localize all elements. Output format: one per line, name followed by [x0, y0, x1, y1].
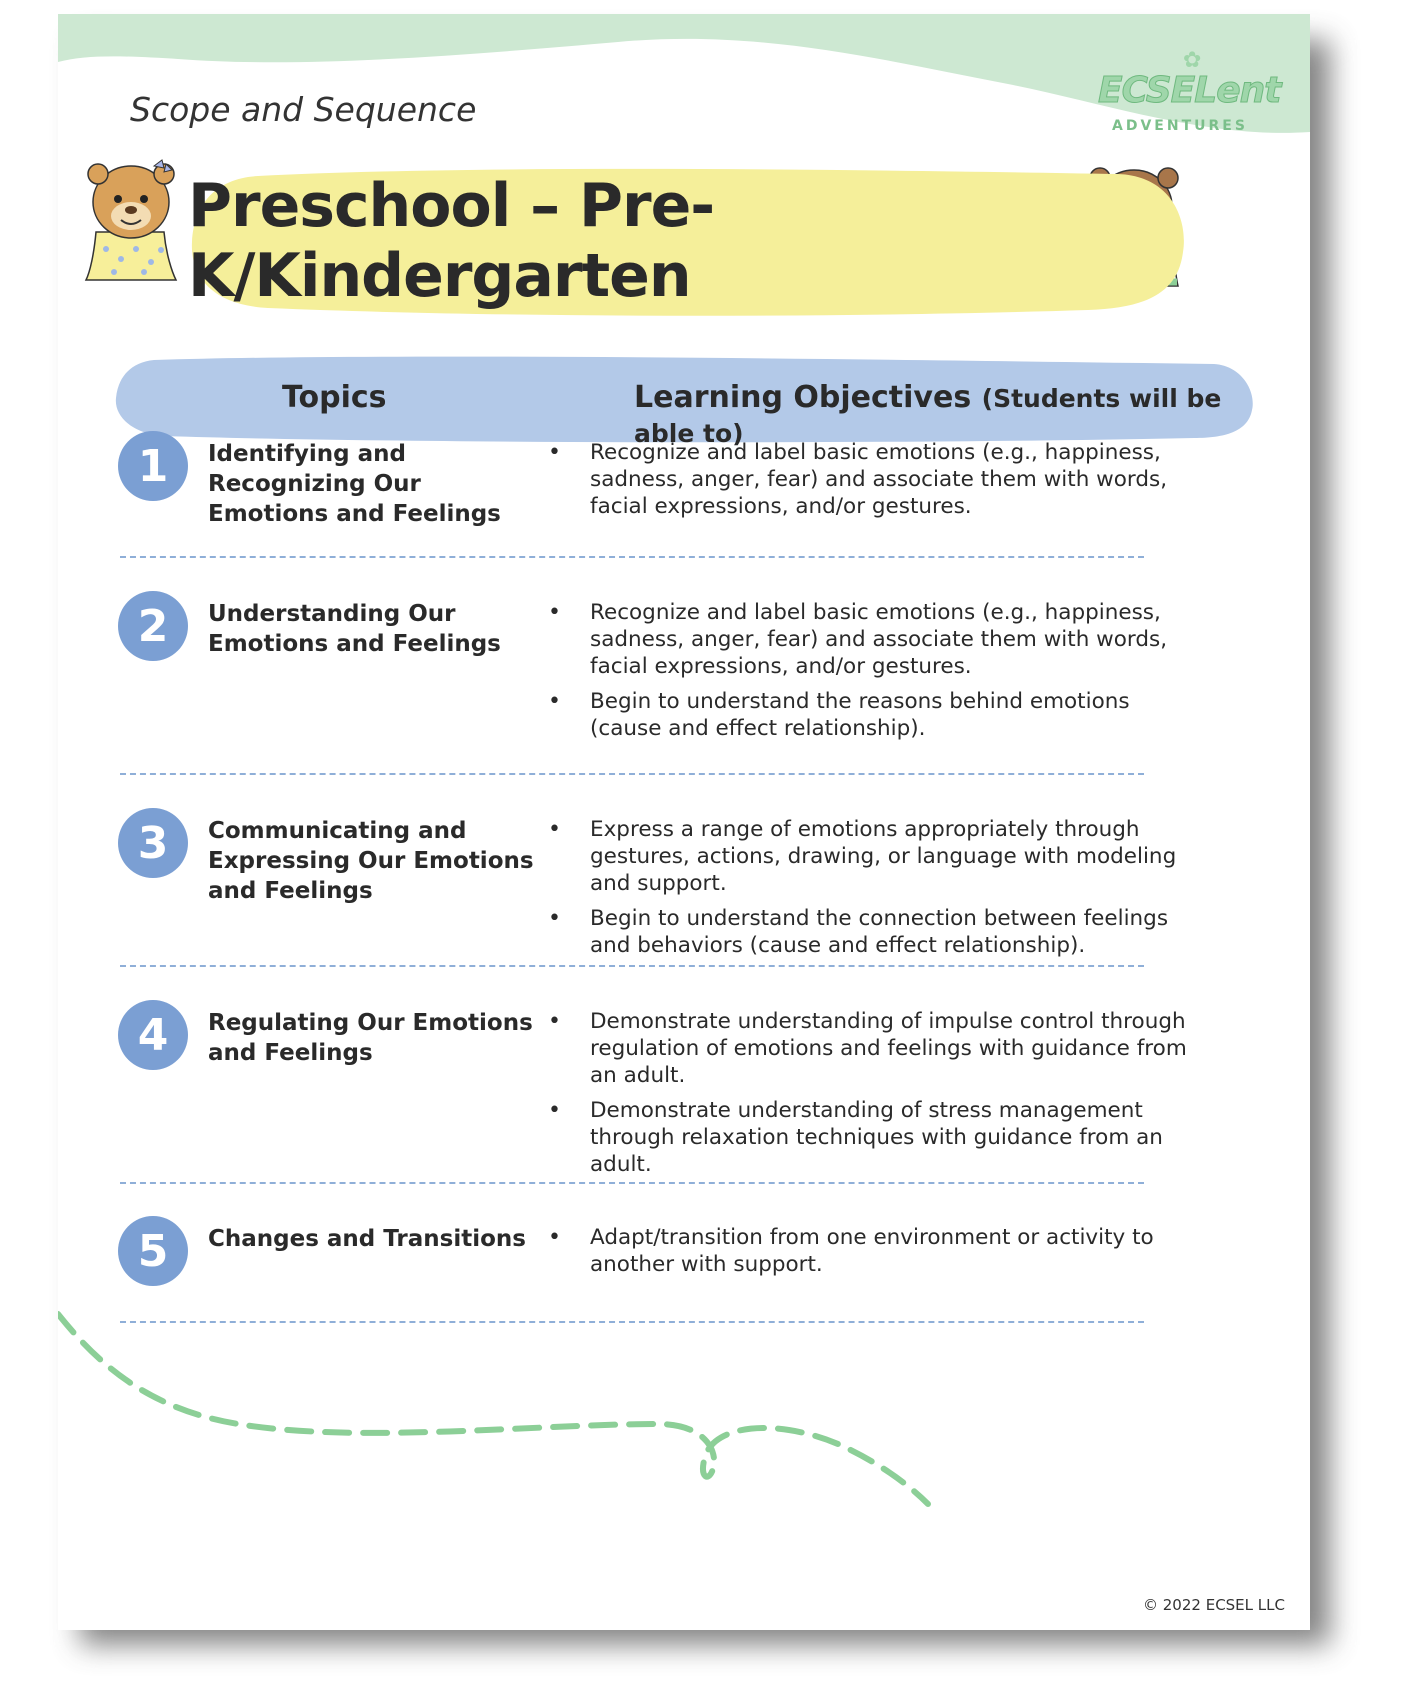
logo-sub-text: ADVENTURES [1112, 118, 1248, 134]
objective-item: • Recognize and label basic emotions (e.g., happiness, sadness, anger, fear) and associate them with words, facial expressions, and/or gestures. [548, 439, 1188, 520]
topic-number-badge: 1 [118, 431, 188, 501]
header-objectives-note: (Students will be able to) [634, 384, 1222, 448]
topic-number-badge: 5 [118, 1216, 188, 1286]
topic-title: Understanding Our Emotions and Feelings [208, 601, 501, 657]
topic-title: Communicating and Expressing Our Emotions and Feelings [208, 818, 534, 904]
objectives-list [548, 1008, 1188, 1186]
flower-icon: ✿ [1183, 48, 1202, 73]
table-header [114, 354, 1254, 446]
copyright-notice: © 2022 ECSEL LLC [1143, 1596, 1285, 1614]
header-topics: Topics [282, 380, 387, 415]
objective-item: • Recognize and label basic emotions (e.g., happiness, sadness, anger, fear) and associate them with words, facial expressions, and/or gestures. [548, 599, 1188, 680]
objective-item: • Express a range of emotions appropriately through gestures, actions, drawing, or language with modeling and support. [548, 816, 1188, 897]
topic-title: Regulating Our Emotions and Feelings [208, 1010, 533, 1066]
page-subtitle: Scope and Sequence [130, 90, 477, 129]
topic-number-badge: 4 [118, 1000, 188, 1070]
title-banner [188, 162, 1188, 320]
row-divider [120, 1182, 1144, 1184]
objective-item: • Demonstrate understanding of impulse control through regulation of emotions and feelings with guidance from an adult. [548, 1008, 1188, 1089]
dashed-trail [58, 1314, 928, 1504]
objective-item: • Begin to understand the reasons behind emotions (cause and effect relationship). [548, 688, 1188, 742]
objectives-list [548, 599, 1188, 750]
row-divider [120, 556, 1144, 558]
objectives-list [548, 1224, 1188, 1286]
row-divider [120, 1321, 1144, 1323]
girl-character-icon [76, 154, 186, 284]
objectives-list [548, 439, 1188, 528]
logo-brand-text: ECSELent [1098, 70, 1281, 111]
row-divider [120, 965, 1144, 967]
objectives-list [548, 816, 1188, 967]
header-objectives-label: Learning Objectives [634, 380, 972, 415]
document-page [58, 14, 1310, 1630]
row-divider [120, 773, 1144, 775]
objective-item: • Demonstrate understanding of stress management through relaxation techniques with guidance from an adult. [548, 1097, 1188, 1178]
ecselent-logo [1098, 34, 1281, 144]
topic-number-badge: 2 [118, 591, 188, 661]
objective-item: • Begin to understand the connection between feelings and behaviors (cause and effect relationship). [548, 905, 1188, 959]
topic-title: Identifying and Recognizing Our Emotions and Feelings [208, 441, 501, 527]
objective-item: • Adapt/transition from one environment or activity to another with support. [548, 1224, 1188, 1278]
topic-title: Changes and Transitions [208, 1226, 526, 1252]
topic-number-badge: 3 [118, 808, 188, 878]
page-title: Preschool – Pre-K/Kindergarten [188, 171, 715, 311]
